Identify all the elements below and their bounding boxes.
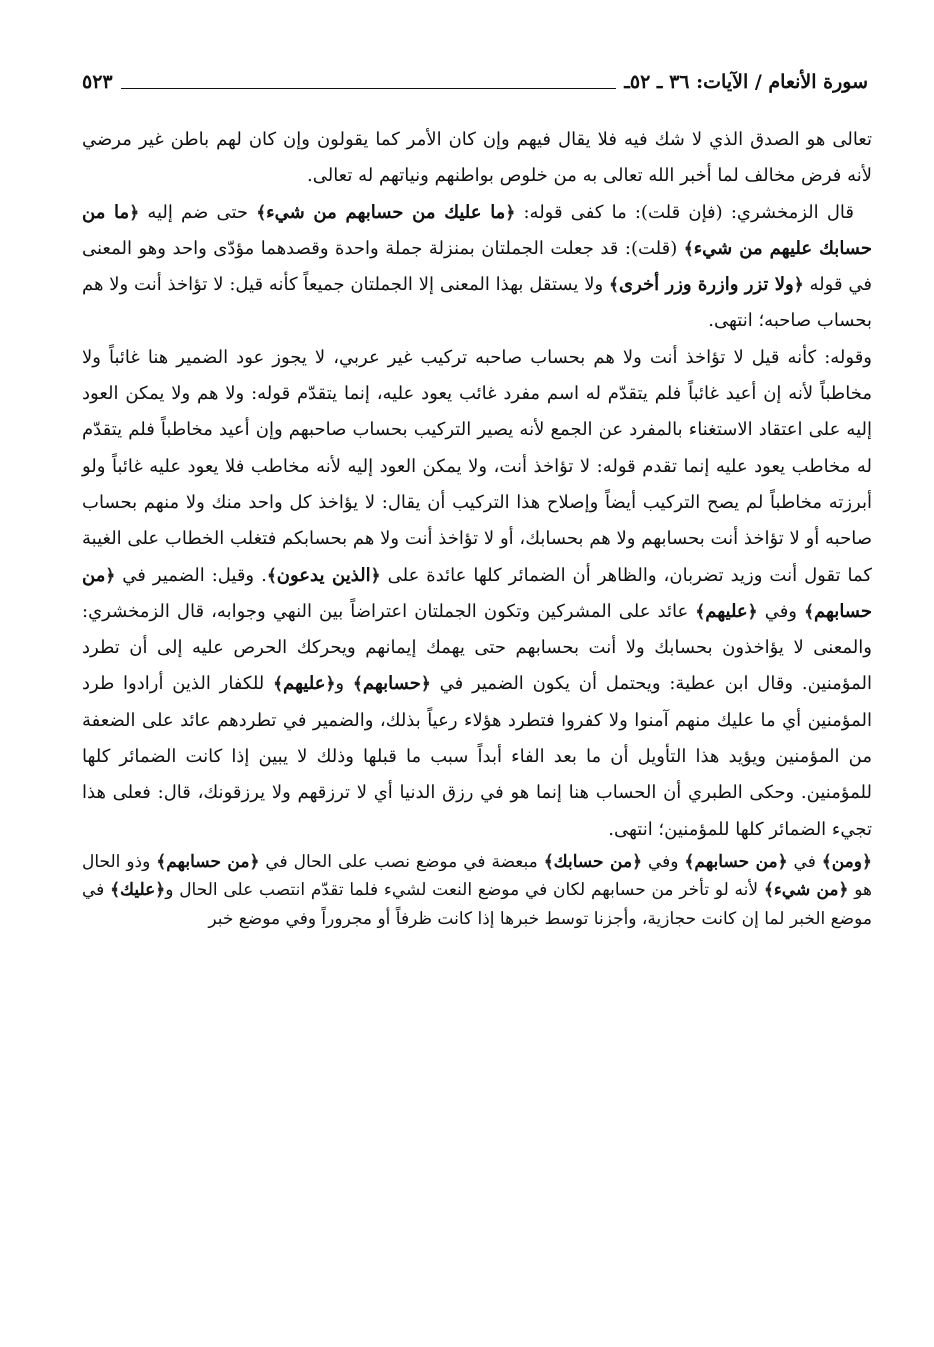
ornate-bracket-open: ﴿ — [105, 565, 116, 586]
quran-quote-text: عليهم — [283, 673, 326, 695]
ornate-bracket-close: ﴾ — [695, 601, 706, 622]
quran-quote-text: ولا تزر وازرة وزر أخرى — [619, 274, 794, 296]
ornate-bracket-close: ﴾ — [256, 202, 267, 223]
quran-quote-text: من حسابهم — [694, 851, 778, 872]
header-rule — [121, 87, 617, 89]
page-body — [82, 122, 872, 933]
quran-quote — [544, 852, 642, 872]
ornate-bracket-open: ﴿ — [632, 851, 643, 872]
quran-quote — [267, 565, 381, 586]
quran-quote-text: عليهم — [705, 600, 748, 622]
ornate-bracket-close: ﴾ — [804, 601, 815, 622]
ornate-bracket-open: ﴿ — [420, 674, 431, 695]
ornate-bracket-close: ﴾ — [273, 674, 284, 695]
ornate-bracket-close: ﴾ — [683, 238, 694, 259]
paragraph-iraab — [82, 848, 872, 934]
text-run: وفي — [642, 851, 685, 872]
quran-quote-text: ما من حسابك عليهم من شيء — [82, 201, 872, 259]
quran-quote — [110, 880, 165, 900]
quran-quote-text: من حسابهم — [82, 564, 872, 622]
text-run: وذو الحال هو — [82, 851, 873, 901]
page-number: ٥٢٣ — [82, 71, 113, 93]
text-run: (قلت): قد جعلت الجملتان بمنزلة جملة واحدة وقصدهما مؤدّى واحد وهو المعنى في قوله — [82, 237, 872, 296]
quran-quote-text: ومن — [831, 851, 862, 872]
text-run: ولا يستقل بهذا المعنى إلا الجملتان جميعاً كأنه قيل: لا تؤاخذ أنت ولا هم بحساب صاحبه؛ انتهى. — [82, 274, 872, 332]
text-run: لأنه لو تأخر من حسابهم لكان في موضع النعت لشيء فلما تقدّم انتصب على الحال و — [165, 880, 764, 901]
quran-quote — [764, 880, 849, 900]
ornate-bracket-open: ﴿ — [505, 202, 516, 223]
ornate-bracket-close: ﴾ — [266, 565, 277, 586]
quran-quote-text: الذين يدعون — [276, 564, 371, 586]
ornate-bracket-close: ﴾ — [156, 851, 167, 872]
ornate-bracket-open: ﴿ — [155, 880, 166, 901]
ornate-bracket-close: ﴾ — [110, 880, 121, 901]
ornate-bracket-close: ﴾ — [609, 275, 619, 296]
quran-quote-text: حسابهم — [362, 673, 421, 695]
ornate-bracket-close: ﴾ — [763, 880, 774, 901]
text-run: عائد على المشركين وتكون الجملتان اعتراضاً بين النهي وجوابه، قال الزمخشري: والمعنى لا يؤاخذون بحسابك ولا أنت بحسابهم حتى يهمك إيمانهم ويحركك الحرص عليه إلى أن تطرد المؤمنين. وقال ابن عطية: ويحتمل أن يكون الضمير في — [82, 600, 872, 695]
quran-quote — [609, 274, 804, 295]
paragraph-continuation: تعالى هو الصدق الذي لا شك فيه فلا يقال فيهم وإن كان الأمر كما يقولون وإن كان لهم باطن غير مرضي لأنه فرض مخالف لما أخبر الله تعالى به من خلوص بواطنهم ونياتهم له تعالى. — [82, 129, 872, 187]
text-run: للكفار الذين أرادوا طرد المؤمنين أي ما عليك منهم آمنوا ولا كفروا فتطرد هؤلاء رعياً بذلك، والضمير في تطردهم عائد على الضعفة من المؤمنين ويؤيد هذا التأويل أن ما بعد الفاء أبداً سبب ما قبلها وذلك لا يبين إذا كانت الضمائر كلها للمؤمنين. وحكى الطبري أن الحساب هنا إنما هو في رزق الدنيا أي لا ترزقهم ولا يرزقونك، قال: فعلى هذا تجيء الضمائر كلها للمؤمنين؛ انتهى. — [82, 673, 872, 840]
ornate-bracket-close: ﴾ — [352, 674, 363, 695]
text-run: في — [787, 851, 822, 872]
quran-quote — [695, 601, 757, 622]
text-run: حتى ضم إليه — [139, 201, 257, 223]
paragraph-zamakhshari-quote — [82, 195, 872, 340]
surah-header-title: سورة الأنعام / الآيات: ٣٦ ـ ٥٢ـ — [624, 71, 868, 93]
ornate-bracket-open: ﴿ — [862, 851, 872, 872]
ornate-bracket-open: ﴿ — [793, 275, 804, 296]
text-run: مبعضة في موضع نصب على الحال في — [259, 851, 544, 872]
text-run: في موضع الخبر لما إن كانت حجازية، وأجزنا توسط خبرها إذا كانت ظرفاً أو مجروراً وفي موضع خبر — [82, 880, 872, 929]
quran-quote — [822, 852, 872, 872]
ornate-bracket-open: ﴿ — [747, 601, 758, 622]
ornate-bracket-close: ﴾ — [684, 851, 695, 872]
quran-quote — [273, 673, 335, 694]
text-run: . وقيل: الضمير في — [115, 564, 267, 586]
ornate-bracket-open: ﴿ — [325, 674, 336, 695]
quran-quote — [156, 852, 259, 872]
quran-quote-text: من حسابك — [553, 851, 633, 872]
ornate-bracket-open: ﴿ — [129, 202, 140, 223]
quran-quote — [256, 202, 515, 223]
text-run: و — [335, 673, 353, 695]
quran-quote — [684, 852, 787, 872]
ornate-bracket-close: ﴾ — [821, 851, 832, 872]
running-header — [82, 62, 868, 92]
text-run: وفي — [757, 600, 805, 622]
quran-quote-text: عليك — [120, 880, 156, 901]
ornate-bracket-open: ﴿ — [370, 565, 381, 586]
ornate-bracket-open: ﴿ — [838, 880, 849, 901]
quran-quote-text: من حسابهم — [166, 851, 250, 872]
quran-quote-text: من شيء — [773, 880, 839, 901]
text-run: قال الزمخشري: (فإن قلت): ما كفى قوله: — [515, 201, 855, 223]
ornate-bracket-open: ﴿ — [777, 851, 788, 872]
ornate-bracket-open: ﴿ — [249, 851, 260, 872]
quran-quote — [353, 673, 431, 694]
text-run: وقوله: كأنه قيل لا تؤاخذ أنت ولا هم بحساب صاحبه تركيب غير عربي، لا يجوز عود الضمير هنا غائباً ولا مخاطباً لأنه إن أعيد غائباً فلم يتقدّم له اسم مفرد غائب يعود عليه، إنما يتقدّم قوله: ولا هم ولا يمكن العود إليه على اعتقاد الاستغناء بالمفرد عن الجمع لأنه يصير التركيب بحساب صاحبهم وإن أعيد مخاطباً فلم يتقدّم له مخاطب يعود عليه إنما تقدم قوله: لا تؤاخذ أنت، ولا يمكن العود إليه لأنه مخاطب فلا يعود عليه غائباً ولو أبرزته مخاطباً لم يصح التركيب أيضاً وإصلاح هذا التركيب أن يقال: لا يؤاخذ كل واحد منك ولا منهم بحساب صاحبه أو لا تؤاخذ أنت بحسابهم ولا هم بحسابك، أو لا تؤاخذ أنت ولا هم بحسابكم فتغلب الخطاب على الغيبة كما تقول أنت وزيد تضربان، والظاهر أن الضمائر كلها عائدة على — [82, 346, 872, 586]
paragraph-grammar-critique — [82, 340, 872, 848]
ornate-bracket-close: ﴾ — [543, 851, 554, 872]
quran-quote-text: ما عليك من حسابهم من شيء — [266, 201, 506, 223]
